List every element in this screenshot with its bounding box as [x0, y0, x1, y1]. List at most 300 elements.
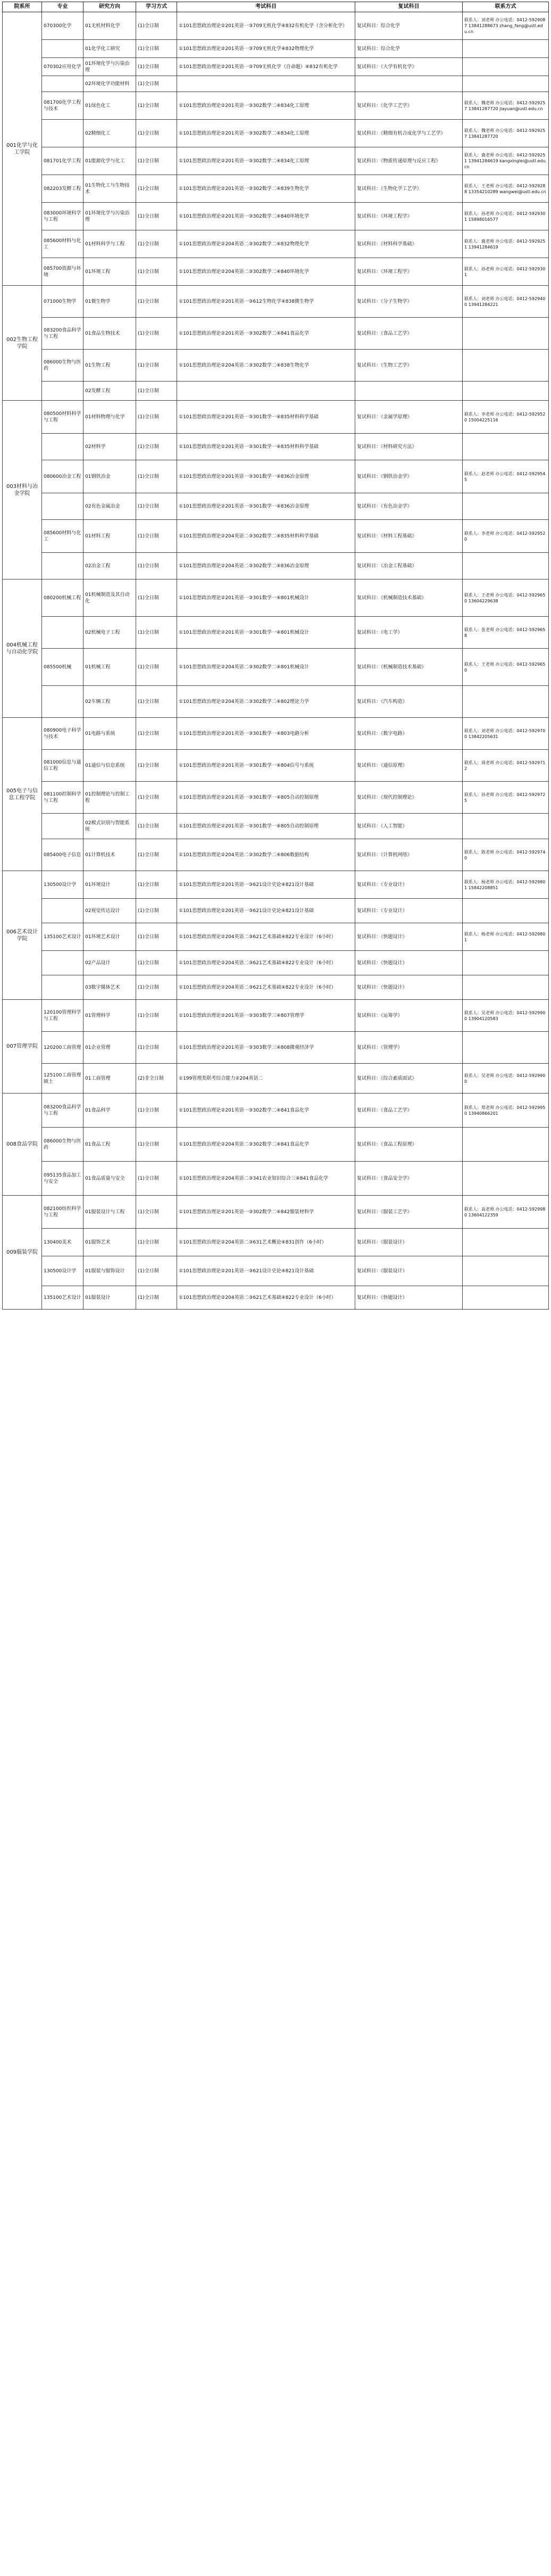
- major-cell: [42, 951, 84, 975]
- college-cell: 003材料与冶金学院: [3, 401, 42, 579]
- study-mode-cell: (1)全日制: [136, 1229, 177, 1256]
- retest-subjects-cell: 复试科目：《环境工程学》: [355, 258, 463, 286]
- direction-cell: 01材料工程: [84, 520, 136, 553]
- exam-subjects-cell: ①101思想政治理论②201英语一③621设计史论④821设计基础: [177, 1256, 355, 1286]
- table-row: [3, 58, 549, 76]
- table-row: [3, 814, 549, 839]
- table-row: [3, 1286, 549, 1310]
- contact-cell: 联系人：李老师 办公电话：0412-5929520 15004225116: [463, 401, 549, 434]
- direction-cell: 02模式识别与智能系统: [84, 814, 136, 839]
- major-cell: [42, 382, 84, 401]
- exam-subjects-cell: ①101思想政治理论②204英语二③621艺术基础④822专业设计（6小时）: [177, 923, 355, 951]
- direction-cell: 02产品设计: [84, 951, 136, 975]
- retest-subjects-cell: 复试科目：《汽车构造》: [355, 686, 463, 718]
- contact-cell: 联系人：孙老师 办公电话：0412-5929725: [463, 782, 549, 814]
- direction-cell: 01食品科学: [84, 1094, 136, 1128]
- major-cell: 083000环境科学与工程: [42, 203, 84, 230]
- table-row: [3, 434, 549, 460]
- exam-subjects-cell: ①101思想政治理论②201英语一③709无机化学④832物理化学: [177, 40, 355, 58]
- contact-cell: [463, 1162, 549, 1196]
- major-cell: [42, 40, 84, 58]
- study-mode-cell: (1)全日制: [136, 1000, 177, 1032]
- study-mode-cell: (2)非全日制: [136, 1064, 177, 1094]
- retest-subjects-cell: 复试科目：《冶金工程基础》: [355, 553, 463, 579]
- retest-subjects-cell: 复试科目：《专业设计》: [355, 899, 463, 923]
- contact-cell: 联系人：李老师 办公电话：0412-5929520: [463, 520, 549, 553]
- college-cell: 007管理学院: [3, 1000, 42, 1094]
- retest-subjects-cell: 复试科目：《有色冶金学》: [355, 493, 463, 520]
- table-row: [3, 401, 549, 434]
- contact-cell: 联系人：孙老师 办公电话：0412-5929301: [463, 258, 549, 286]
- contact-cell: 联系人：高老师 办公电话：0412-5929980 13604122359: [463, 1196, 549, 1229]
- contact-cell: [463, 76, 549, 92]
- major-cell: 085600材料与化工: [42, 520, 84, 553]
- header-contact: 联系方式: [463, 2, 549, 12]
- direction-cell: 01食品工程: [84, 1128, 136, 1162]
- table-row: [3, 839, 549, 871]
- major-cell: 083200食品科学与工程: [42, 1094, 84, 1128]
- retest-subjects-cell: 复试科目：《大学有机化学》: [355, 58, 463, 76]
- major-cell: 081100控制科学与工程: [42, 782, 84, 814]
- direction-cell: 01微生物学: [84, 286, 136, 318]
- contact-cell: 联系人：刘老师 办公电话：0412-5929400 13941284221: [463, 286, 549, 318]
- contact-cell: 联系人：张老师 办公电话：0412-5929658: [463, 617, 549, 649]
- college-cell: 005电子与信息工程学院: [3, 718, 42, 871]
- major-cell: 081000信息与通信工程: [42, 750, 84, 782]
- contact-cell: [463, 1286, 549, 1310]
- contact-cell: 联系人：魏老师 办公电话：0412-5929257 13841287720 jiayuan@ustl.edu.cn: [463, 92, 549, 120]
- retest-subjects-cell: 复试科目：《食品安全学》: [355, 1162, 463, 1196]
- table-row: [3, 147, 549, 175]
- retest-subjects-cell: 复试科目：《食品工艺学》: [355, 1094, 463, 1128]
- contact-cell: [463, 686, 549, 718]
- table-row: [3, 1000, 549, 1032]
- exam-subjects-cell: ①101思想政治理论②204英语二③631艺术概论④831创作（6小时）: [177, 1229, 355, 1256]
- exam-subjects-cell: ①199管理类联考综合能力②204英语二: [177, 1064, 355, 1094]
- retest-subjects-cell: 复试科目：《服装工艺学》: [355, 1196, 463, 1229]
- exam-subjects-cell: ①101思想政治理论②204英语二③302数学二④835材料科学基础: [177, 520, 355, 553]
- direction-cell: 01绿色化工: [84, 92, 136, 120]
- contact-cell: [463, 814, 549, 839]
- direction-cell: 01通信与信息系统: [84, 750, 136, 782]
- major-cell: 080500材料科学与工程: [42, 401, 84, 434]
- retest-subjects-cell: 复试科目：《运筹学》: [355, 1000, 463, 1032]
- table-row: [3, 12, 549, 40]
- contact-cell: 联系人：杨老师 办公电话：0412-5929801 15842208851: [463, 871, 549, 899]
- major-cell: [42, 76, 84, 92]
- direction-cell: 01企业管理: [84, 1032, 136, 1064]
- direction-cell: 01生物化工与生物技术: [84, 175, 136, 203]
- exam-subjects-cell: ①101思想政治理论②204英语二③621艺术基础④822专业设计（6小时）: [177, 951, 355, 975]
- direction-cell: 01能源化学与化工: [84, 147, 136, 175]
- retest-subjects-cell: 复试科目：《化学工艺学》: [355, 92, 463, 120]
- retest-subjects-cell: 复试科目：《快题设计》: [355, 923, 463, 951]
- study-mode-cell: (1)全日制: [136, 92, 177, 120]
- major-cell: 130400美术: [42, 1229, 84, 1256]
- study-mode-cell: (1)全日制: [136, 58, 177, 76]
- contact-cell: [463, 1229, 549, 1256]
- retest-subjects-cell: 复试科目：《专业设计》: [355, 871, 463, 899]
- table-row: [3, 951, 549, 975]
- study-mode-cell: (1)全日制: [136, 12, 177, 40]
- study-mode-cell: (1)全日制: [136, 1256, 177, 1286]
- exam-subjects-cell: ①101思想政治理论②204英语二③302数学二④832物理化学: [177, 230, 355, 258]
- table-header-row: [3, 2, 549, 12]
- direction-cell: 01化学化工研究: [84, 40, 136, 58]
- direction-cell: 01计算机技术: [84, 839, 136, 871]
- table-row: [3, 76, 549, 92]
- study-mode-cell: (1)全日制: [136, 230, 177, 258]
- direction-cell: 01钢铁冶金: [84, 460, 136, 493]
- study-mode-cell: (1)全日制: [136, 718, 177, 750]
- exam-subjects-cell: ①101思想政治理论②201英语一③301数学一④801机械设计: [177, 579, 355, 617]
- exam-subjects-cell: ①101思想政治理论②204英语二③341农业知识综合三④841食品化学: [177, 1162, 355, 1196]
- direction-cell: 01机械制造及其自动化: [84, 579, 136, 617]
- direction-cell: 01材料科学与工程: [84, 230, 136, 258]
- exam-subjects-cell: ①101思想政治理论②201英语一③301数学一④805自动控制原理: [177, 782, 355, 814]
- study-mode-cell: (1)全日制: [136, 839, 177, 871]
- retest-subjects-cell: 复试科目：《金属学原理》: [355, 401, 463, 434]
- study-mode-cell: (1)全日制: [136, 318, 177, 350]
- major-cell: 080200机械工程: [42, 579, 84, 617]
- exam-subjects-cell: ①101思想政治理论②201英语一③302数学二④842服装材料学: [177, 1196, 355, 1229]
- table-row: [3, 782, 549, 814]
- contact-cell: 联系人：鹿老师 办公电话：0412-5929251 13941284619: [463, 230, 549, 258]
- major-cell: [42, 553, 84, 579]
- direction-cell: 02机械电子工程: [84, 617, 136, 649]
- study-mode-cell: (1)全日制: [136, 871, 177, 899]
- major-cell: [42, 617, 84, 649]
- direction-cell: 01食品生物技术: [84, 318, 136, 350]
- exam-subjects-cell: ①101思想政治理论②201英语一③303数学三④807管理学: [177, 1000, 355, 1032]
- table-row: [3, 520, 549, 553]
- study-mode-cell: (1)全日制: [136, 434, 177, 460]
- header-study-mode: 学习方式: [136, 2, 177, 12]
- header-retest-subjects: 复试科目: [355, 2, 463, 12]
- contact-cell: [463, 1032, 549, 1064]
- direction-cell: 01食品质量与安全: [84, 1162, 136, 1196]
- exam-subjects-cell: ①101思想政治理论②201英语一③709无机化学④832有机化学（含分析化学）: [177, 12, 355, 40]
- exam-subjects-cell: ①101思想政治理论②201英语一③302数学二④834化工原理: [177, 92, 355, 120]
- major-cell: 083200食品科学与工程: [42, 318, 84, 350]
- direction-cell: 01机械工程: [84, 649, 136, 686]
- exam-subjects-cell: ①101思想政治理论②201英语一③621设计史论④821设计基础: [177, 899, 355, 923]
- table-row: [3, 686, 549, 718]
- major-cell: 130500设计学: [42, 871, 84, 899]
- direction-cell: 01管理科学: [84, 1000, 136, 1032]
- direction-cell: 01无机材料化学: [84, 12, 136, 40]
- retest-subjects-cell: 复试科目：《快题设计》: [355, 1286, 463, 1310]
- direction-cell: 01服装设计: [84, 1286, 136, 1310]
- exam-subjects-cell: ①101思想政治理论②201英语一③301数学一④801机械设计: [177, 617, 355, 649]
- direction-cell: 01服装设计与工程: [84, 1196, 136, 1229]
- retest-subjects-cell: 复试科目：《精细有机合成化学与工艺学》: [355, 120, 463, 147]
- admissions-table-wrapper: [2, 2, 548, 1310]
- contact-cell: [463, 1128, 549, 1162]
- retest-subjects-cell: 复试科目：《计算机网络》: [355, 839, 463, 871]
- contact-cell: 联系人：魏老师 办公电话：0412-5929257 13841287720: [463, 120, 549, 147]
- major-cell: [42, 975, 84, 1000]
- exam-subjects-cell: ①101思想政治理论②204英语二③302数学二④840环境化学: [177, 258, 355, 286]
- retest-subjects-cell: 复试科目：《食品工艺学》: [355, 318, 463, 350]
- college-cell: 004机械工程与自动化学院: [3, 579, 42, 718]
- retest-subjects-cell: 复试科目：《钢铁冶金学》: [355, 460, 463, 493]
- contact-cell: [463, 40, 549, 58]
- exam-subjects-cell: ①101思想政治理论②201英语一③303数学三④808微观经济学: [177, 1032, 355, 1064]
- contact-cell: [463, 58, 549, 76]
- study-mode-cell: (1)全日制: [136, 782, 177, 814]
- major-cell: 085500机械: [42, 649, 84, 686]
- direction-cell: 01控制理论与控制工程: [84, 782, 136, 814]
- direction-cell: 02车辆工程: [84, 686, 136, 718]
- table-row: [3, 460, 549, 493]
- table-row: [3, 120, 549, 147]
- study-mode-cell: (1)全日制: [136, 258, 177, 286]
- contact-cell: [463, 350, 549, 382]
- retest-subjects-cell: [355, 382, 463, 401]
- major-cell: 071000生物学: [42, 286, 84, 318]
- exam-subjects-cell: ①101思想政治理论②201英语一③302数学二④839生物化学: [177, 175, 355, 203]
- retest-subjects-cell: 复试科目：《机械制造技术基础》: [355, 579, 463, 617]
- major-cell: 125100工商管理硕士: [42, 1064, 84, 1094]
- college-cell: 001化学与化工学院: [3, 12, 42, 286]
- study-mode-cell: (1)全日制: [136, 1196, 177, 1229]
- exam-subjects-cell: ①101思想政治理论②201英语一③301数学一④803电路分析: [177, 718, 355, 750]
- exam-subjects-cell: ①101思想政治理论②201英语一③302数学二④840环境化学: [177, 203, 355, 230]
- direction-cell: 02精细化工: [84, 120, 136, 147]
- exam-subjects-cell: ①101思想政治理论②201英语一③301数学一④836冶金原理: [177, 493, 355, 520]
- contact-cell: 联系人：王老师 办公电话：0412-5929650: [463, 649, 549, 686]
- retest-subjects-cell: 复试科目：《通信原理》: [355, 750, 463, 782]
- exam-subjects-cell: ①101思想政治理论②201英语一③612生物化学④838微生物学: [177, 286, 355, 318]
- exam-subjects-cell: ①101思想政治理论②201英语一③709无机化学（自命题）④832有机化学: [177, 58, 355, 76]
- contact-cell: [463, 318, 549, 350]
- direction-cell: 01环境化学与污染治理: [84, 203, 136, 230]
- exam-subjects-cell: [177, 76, 355, 92]
- retest-subjects-cell: 复试科目：《分子生物学》: [355, 286, 463, 318]
- study-mode-cell: (1)全日制: [136, 649, 177, 686]
- contact-cell: 联系人：王老师 办公电话：0412-5929288 13354210289 wangwei@ustl.edu.cn: [463, 175, 549, 203]
- retest-subjects-cell: 复试科目：《材料科学基础》: [355, 230, 463, 258]
- table-row: [3, 1094, 549, 1128]
- study-mode-cell: (1)全日制: [136, 923, 177, 951]
- major-cell: [42, 686, 84, 718]
- retest-subjects-cell: [355, 76, 463, 92]
- table-row: [3, 230, 549, 258]
- table-row: [3, 203, 549, 230]
- contact-cell: 联系人：吴老师 办公电话：0412-5929900: [463, 1064, 549, 1094]
- exam-subjects-cell: ①101思想政治理论②204英语二③302数学二④836冶金原理: [177, 553, 355, 579]
- major-cell: 135100艺术设计: [42, 1286, 84, 1310]
- major-cell: 070302应用化学: [42, 58, 84, 76]
- contact-cell: 联系人：王老师 办公电话：0412-5929650 13604229638: [463, 579, 549, 617]
- retest-subjects-cell: 复试科目：《生物化学工艺学》: [355, 175, 463, 203]
- study-mode-cell: (1)全日制: [136, 975, 177, 1000]
- college-cell: 006艺术设计学院: [3, 871, 42, 1000]
- major-cell: 081700化学工程与技术: [42, 92, 84, 120]
- major-cell: 120200工商管理: [42, 1032, 84, 1064]
- major-cell: [42, 814, 84, 839]
- table-row: [3, 1128, 549, 1162]
- major-cell: 095135食品加工与安全: [42, 1162, 84, 1196]
- major-cell: 080900电子科学与技术: [42, 718, 84, 750]
- direction-cell: 01服饰艺术: [84, 1229, 136, 1256]
- major-cell: 070300化学: [42, 12, 84, 40]
- study-mode-cell: (1)全日制: [136, 493, 177, 520]
- direction-cell: 01电路与系统: [84, 718, 136, 750]
- retest-subjects-cell: 复试科目：《快题设计》: [355, 951, 463, 975]
- major-cell: 120100管理科学与工程: [42, 1000, 84, 1032]
- major-cell: 082100纺织科学与工程: [42, 1196, 84, 1229]
- header-direction: 研究方向: [84, 2, 136, 12]
- direction-cell: 01环境艺术设计: [84, 923, 136, 951]
- contact-cell: 联系人：孙老师 办公电话：0412-5929301 15898016577: [463, 203, 549, 230]
- retest-subjects-cell: 复试科目：《管理学》: [355, 1032, 463, 1064]
- retest-subjects-cell: 复试科目：《电工学》: [355, 617, 463, 649]
- table-row: [3, 258, 549, 286]
- study-mode-cell: (1)全日制: [136, 40, 177, 58]
- exam-subjects-cell: ①101思想政治理论②201英语一③302数学二④834化工原理: [177, 147, 355, 175]
- retest-subjects-cell: 复试科目：《人工智能》: [355, 814, 463, 839]
- direction-cell: 01环境设计: [84, 871, 136, 899]
- exam-subjects-cell: ①101思想政治理论②204英语二③302数学二④838生物化学: [177, 350, 355, 382]
- major-cell: 081701化学工程: [42, 147, 84, 175]
- table-row: [3, 1064, 549, 1094]
- exam-subjects-cell: [177, 382, 355, 401]
- exam-subjects-cell: ①101思想政治理论②201英语一③302数学二④841食品化学: [177, 318, 355, 350]
- table-row: [3, 899, 549, 923]
- exam-subjects-cell: ①101思想政治理论②204英语二③621艺术基础④822专业设计（6小时）: [177, 1286, 355, 1310]
- study-mode-cell: (1)全日制: [136, 460, 177, 493]
- retest-subjects-cell: 复试科目：《服装设计》: [355, 1229, 463, 1256]
- major-cell: 085700资源与环境: [42, 258, 84, 286]
- header-college: 院系所: [3, 2, 42, 12]
- study-mode-cell: (1)全日制: [136, 750, 177, 782]
- direction-cell: 02有色金属冶金: [84, 493, 136, 520]
- study-mode-cell: (1)全日制: [136, 1162, 177, 1196]
- study-mode-cell: (1)全日制: [136, 286, 177, 318]
- direction-cell: 02发酵工程: [84, 382, 136, 401]
- major-cell: [42, 120, 84, 147]
- contact-cell: 联系人：杨老师 办公电话：0412-5929801: [463, 923, 549, 951]
- retest-subjects-cell: 复试科目：《综合素质面试》: [355, 1064, 463, 1094]
- table-row: [3, 553, 549, 579]
- table-row: [3, 286, 549, 318]
- contact-cell: [463, 382, 549, 401]
- study-mode-cell: (1)全日制: [136, 899, 177, 923]
- major-cell: 080600冶金工程: [42, 460, 84, 493]
- major-cell: [42, 434, 84, 460]
- major-cell: 085400电子信息: [42, 839, 84, 871]
- study-mode-cell: (1)全日制: [136, 1032, 177, 1064]
- study-mode-cell: (1)全日制: [136, 951, 177, 975]
- contact-cell: [463, 1256, 549, 1286]
- table-row: [3, 175, 549, 203]
- major-cell: 135100艺术设计: [42, 923, 84, 951]
- college-cell: 002生物工程学院: [3, 286, 42, 401]
- exam-subjects-cell: ①101思想政治理论②201英语一③301数学一④835材料科学基础: [177, 401, 355, 434]
- study-mode-cell: (1)全日制: [136, 579, 177, 617]
- direction-cell: 02视觉传达设计: [84, 899, 136, 923]
- retest-subjects-cell: 复试科目：综合化学: [355, 40, 463, 58]
- retest-subjects-cell: 复试科目：《环境工程学》: [355, 203, 463, 230]
- table-row: [3, 1032, 549, 1064]
- table-row: [3, 871, 549, 899]
- exam-subjects-cell: ①101思想政治理论②201英语一③301数学一④835材料科学基础: [177, 434, 355, 460]
- contact-cell: [463, 434, 549, 460]
- table-row: [3, 350, 549, 382]
- direction-cell: 02材料学: [84, 434, 136, 460]
- study-mode-cell: (1)全日制: [136, 686, 177, 718]
- direction-cell: 01工商管理: [84, 1064, 136, 1094]
- major-cell: 082203发酵工程: [42, 175, 84, 203]
- exam-subjects-cell: ①101思想政治理论②204英语二③302数学二④801机械设计: [177, 649, 355, 686]
- contact-cell: [463, 975, 549, 1000]
- table-row: [3, 1229, 549, 1256]
- contact-cell: 联系人：吴老师 办公电话：0412-5929900 13904120583: [463, 1000, 549, 1032]
- direction-cell: 01环境化学与污染治理: [84, 58, 136, 76]
- study-mode-cell: (1)全日制: [136, 76, 177, 92]
- table-row: [3, 750, 549, 782]
- table-row: [3, 1162, 549, 1196]
- major-cell: [42, 899, 84, 923]
- study-mode-cell: (1)全日制: [136, 382, 177, 401]
- retest-subjects-cell: 复试科目：《食品工程原理》: [355, 1128, 463, 1162]
- direction-cell: 03数字媒体艺术: [84, 975, 136, 1000]
- contact-cell: 联系人：刘老师 办公电话：0412-5929087 13841288673 zhang_fang@ustl.edu.cn: [463, 12, 549, 40]
- table-row: [3, 718, 549, 750]
- exam-subjects-cell: ①101思想政治理论②204英语二③302数学二④806数据结构: [177, 839, 355, 871]
- exam-subjects-cell: ①101思想政治理论②204英语二③302数学二④802理论力学: [177, 686, 355, 718]
- exam-subjects-cell: ①101思想政治理论②201英语一③301数学一④805自动控制原理: [177, 814, 355, 839]
- exam-subjects-cell: ①101思想政治理论②201英语一③301数学一④804信号与系统: [177, 750, 355, 782]
- retest-subjects-cell: 复试科目：《快题设计》: [355, 975, 463, 1000]
- table-row: [3, 493, 549, 520]
- direction-cell: 02冶金工程: [84, 553, 136, 579]
- contact-cell: 联系人：赵老师 办公电话：0412-5929545: [463, 460, 549, 493]
- table-row: [3, 1196, 549, 1229]
- study-mode-cell: (1)全日制: [136, 401, 177, 434]
- table-row: [3, 318, 549, 350]
- table-row: [3, 923, 549, 951]
- table-row: [3, 649, 549, 686]
- retest-subjects-cell: 复试科目：《数字电路》: [355, 718, 463, 750]
- direction-cell: 01生物工程: [84, 350, 136, 382]
- contact-cell: [463, 951, 549, 975]
- table-row: [3, 92, 549, 120]
- table-row: [3, 975, 549, 1000]
- direction-cell: 01服装与服饰设计: [84, 1256, 136, 1286]
- contact-cell: [463, 553, 549, 579]
- college-cell: 009服装学院: [3, 1196, 42, 1310]
- major-cell: 085600材料与化工: [42, 230, 84, 258]
- study-mode-cell: (1)全日制: [136, 520, 177, 553]
- retest-subjects-cell: 复试科目：综合化学: [355, 12, 463, 40]
- exam-subjects-cell: ①101思想政治理论②201英语一③621设计史论④821设计基础: [177, 871, 355, 899]
- retest-subjects-cell: 复试科目：《服装设计》: [355, 1256, 463, 1286]
- retest-subjects-cell: 复试科目：《现代控制理论》: [355, 782, 463, 814]
- contact-cell: 联系人：郑老师 办公电话：0412-5929950 13940866201: [463, 1094, 549, 1128]
- study-mode-cell: (1)全日制: [136, 1286, 177, 1310]
- major-cell: 086000生物与医药: [42, 350, 84, 382]
- study-mode-cell: (1)全日制: [136, 617, 177, 649]
- college-cell: 008食品学院: [3, 1094, 42, 1196]
- study-mode-cell: (1)全日制: [136, 120, 177, 147]
- retest-subjects-cell: 复试科目：《生物工艺学》: [355, 350, 463, 382]
- table-row: [3, 382, 549, 401]
- study-mode-cell: (1)全日制: [136, 553, 177, 579]
- direction-cell: 02环境化学功能材料: [84, 76, 136, 92]
